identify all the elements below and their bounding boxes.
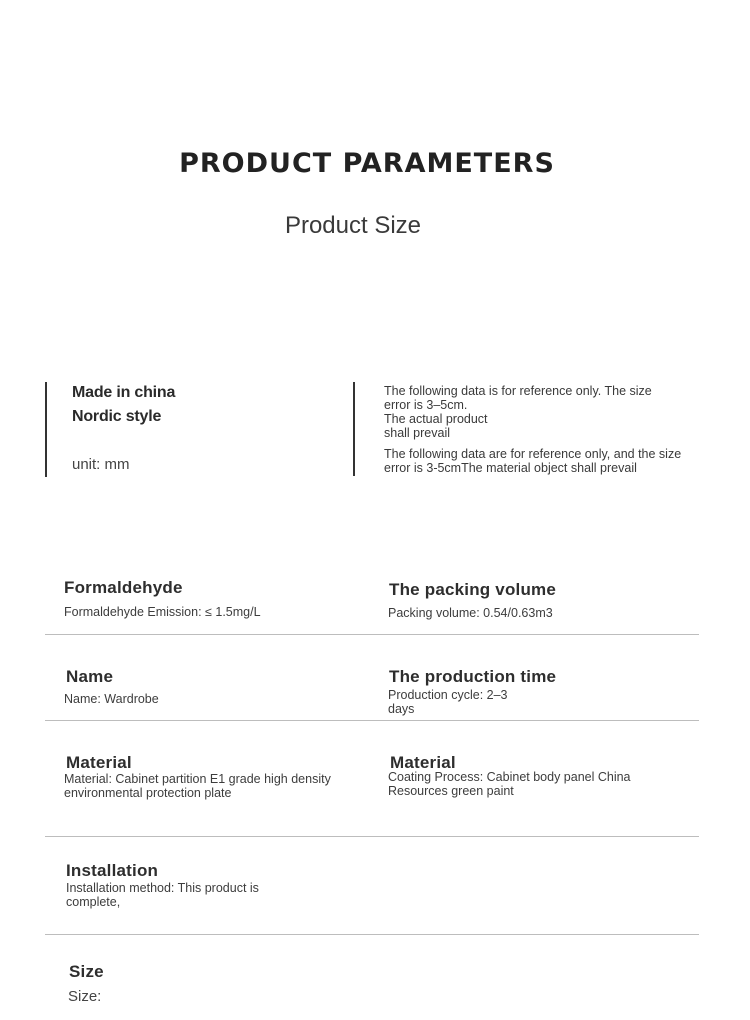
style-label: Nordic style <box>72 408 162 425</box>
unit-label: unit: mm <box>72 456 130 473</box>
material-left-line1: Material: Cabinet partition E1 grade high density <box>64 772 331 786</box>
coating-process-line2: Resources green paint <box>388 784 514 798</box>
reference-note-2 <box>384 447 681 475</box>
reference-note-1-line4: shall prevail <box>384 426 451 440</box>
name-title: Name <box>66 667 114 686</box>
page-subtitle: Product Size <box>284 212 422 239</box>
production-time-text <box>388 688 508 716</box>
row-divider <box>45 836 699 837</box>
installation-line1: Installation method: This product is <box>66 881 259 895</box>
material-title-right: Material <box>390 753 456 772</box>
material-title-left: Material <box>66 753 132 772</box>
row-divider <box>45 934 699 935</box>
coating-process-line1: Coating Process: Cabinet body panel China <box>388 770 631 784</box>
installation-text <box>66 881 259 909</box>
production-time-title: The production time <box>389 667 557 686</box>
packing-volume-title: The packing volume <box>389 580 557 599</box>
reference-note-1-line3: The actual product <box>384 412 488 426</box>
size-text: Size: <box>68 988 102 1005</box>
material-text-left <box>64 772 331 800</box>
row-divider <box>45 720 699 721</box>
reference-note-1-line2: error is 3–5cm. <box>384 398 468 412</box>
material-left-line2: environmental protection plate <box>64 786 232 800</box>
row-divider <box>45 634 699 635</box>
reference-note-2-line1: The following data are for reference only, and the size <box>384 447 682 461</box>
coating-process-text <box>388 770 631 798</box>
reference-note-2-line2: error is 3-5cmThe material object shall prevail <box>384 461 637 475</box>
formaldehyde-text: Formaldehyde Emission: ≤ 1.5mg/L <box>64 605 261 619</box>
packing-volume-text: Packing volume: 0.54/0.63m3 <box>388 606 553 620</box>
right-divider-bar <box>353 382 355 476</box>
production-time-line2: days <box>388 702 415 716</box>
left-divider-bar <box>45 382 47 477</box>
reference-note-1 <box>384 384 652 440</box>
origin-label: Made in china <box>72 384 176 401</box>
page-title: PRODUCT PARAMETERS <box>179 148 555 179</box>
formaldehyde-title: Formaldehyde <box>64 578 183 597</box>
installation-title: Installation <box>66 861 159 880</box>
production-time-line1: Production cycle: 2–3 <box>388 688 508 702</box>
size-title: Size <box>69 962 104 981</box>
reference-note-1-line1: The following data is for reference only. The size <box>384 384 652 398</box>
info-left-block <box>72 381 175 429</box>
installation-line2: complete, <box>66 895 121 909</box>
name-text: Name: Wardrobe <box>64 692 159 706</box>
